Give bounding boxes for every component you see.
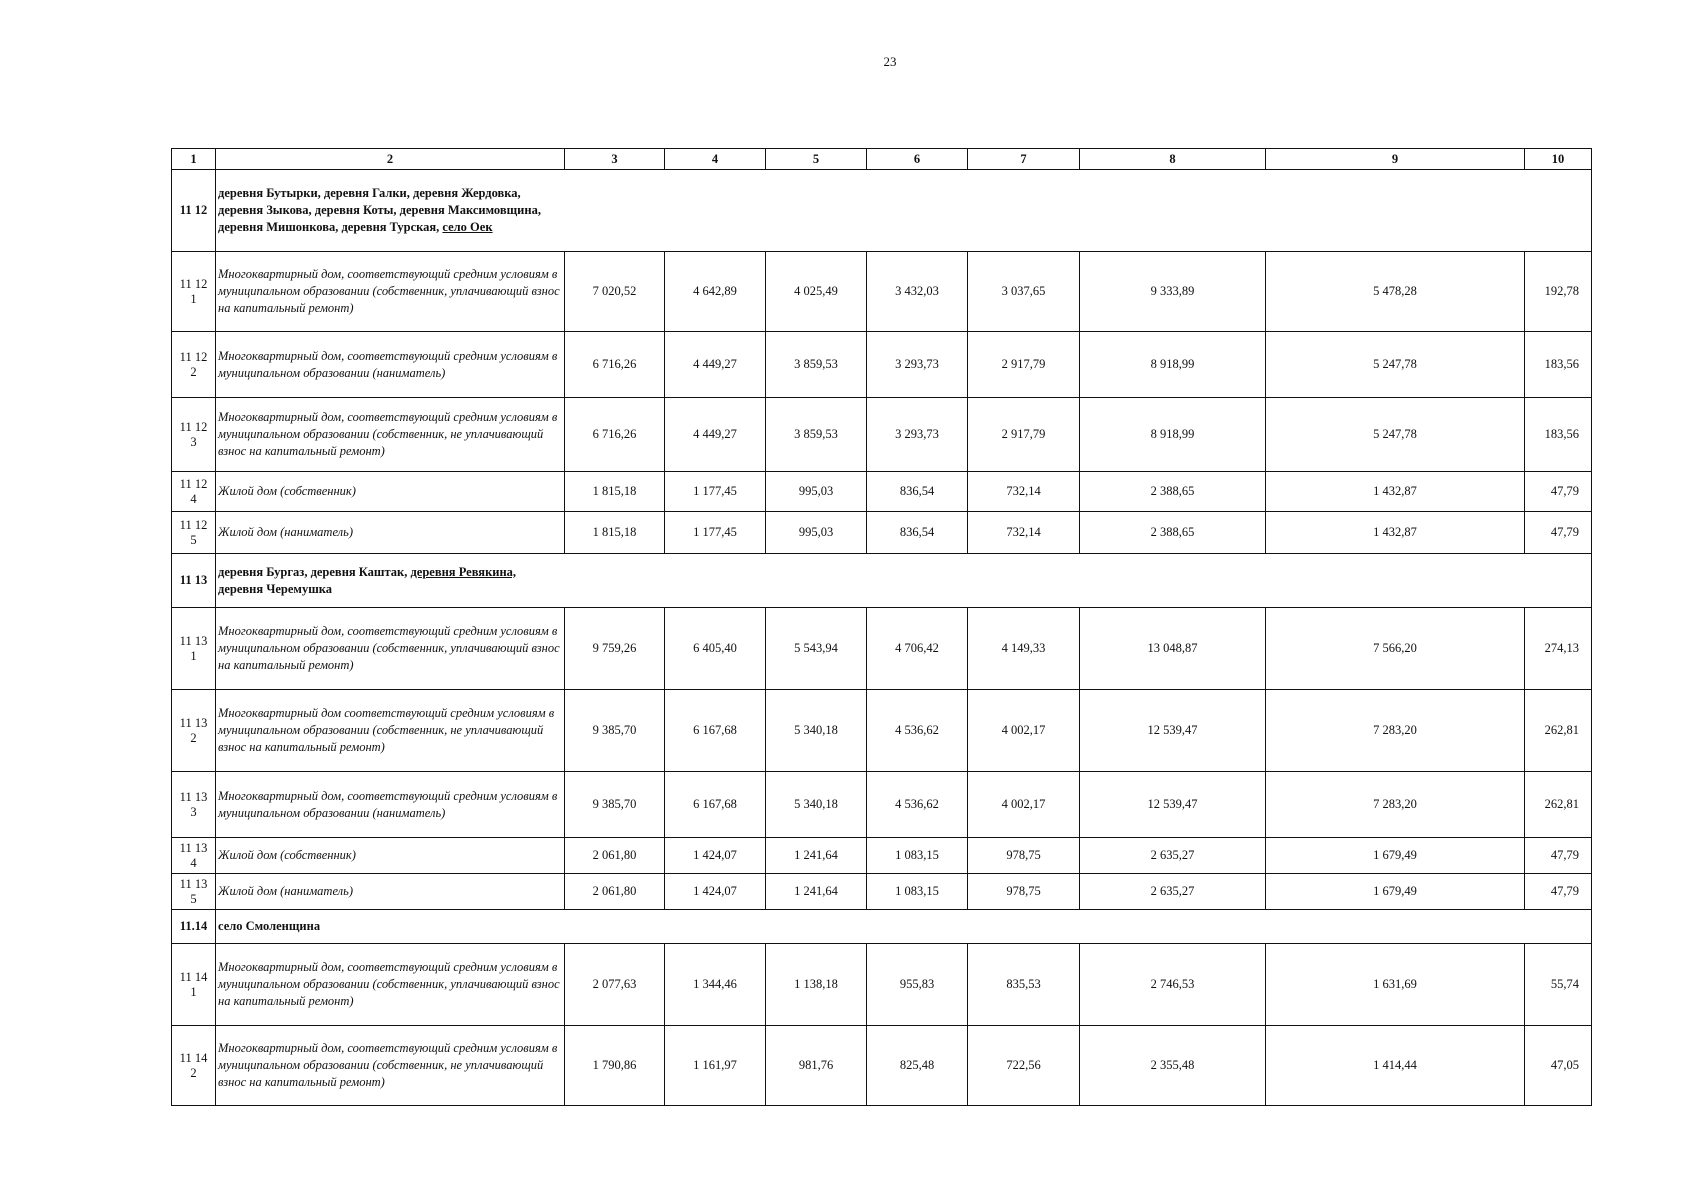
row-number: 11 12 4 [172, 472, 216, 512]
value-cell-col-4: 6 167,68 [665, 772, 766, 838]
value-cell-col-6: 4 536,62 [867, 690, 968, 772]
column-header: 8 [1080, 149, 1266, 170]
value-cell-col-7: 835,53 [968, 944, 1080, 1026]
value-cell-col-4: 1 177,45 [665, 472, 766, 512]
settlement-group-title-text [218, 185, 548, 236]
value-cell-col-3: 9 385,70 [565, 772, 665, 838]
value-cell-col-9: 1 432,87 [1266, 472, 1525, 512]
value-cell-col-6: 3 293,73 [867, 398, 968, 472]
value-cell-col-6: 955,83 [867, 944, 968, 1026]
value-cell-col-4: 1 424,07 [665, 874, 766, 910]
value-cell-col-9: 1 631,69 [1266, 944, 1525, 1026]
row-number: 11 14 2 [172, 1026, 216, 1106]
housing-type-description: Многоквартирный дом, соответствующий средним условиям в муниципальном образовании (собственник, не уплачивающий взнос на капитальный ремонт) [216, 398, 565, 472]
value-cell-col-10: 262,81 [1525, 690, 1592, 772]
value-cell-col-7: 978,75 [968, 874, 1080, 910]
value-cell-col-3: 1 790,86 [565, 1026, 665, 1106]
value-cell-col-9: 1 414,44 [1266, 1026, 1525, 1106]
value-cell-col-4: 1 344,46 [665, 944, 766, 1026]
value-cell-col-6: 4 706,42 [867, 608, 968, 690]
value-cell-col-7: 4 149,33 [968, 608, 1080, 690]
group-row [172, 170, 1592, 252]
value-cell-col-8: 2 388,65 [1080, 512, 1266, 554]
table-row [172, 512, 1592, 554]
row-number: 11 12 5 [172, 512, 216, 554]
column-header: 6 [867, 149, 968, 170]
table-row [172, 398, 1592, 472]
settlement-names: деревня Бутырки, деревня Галки, деревня Жердовка, деревня Зыкова, деревня Коты, деревня Максимовщина, деревня Мишонкова, деревня Турская, [218, 186, 541, 234]
table-body [172, 170, 1592, 1106]
row-number: 11 12 2 [172, 332, 216, 398]
value-cell-col-4: 1 177,45 [665, 512, 766, 554]
value-cell-col-6: 3 432,03 [867, 252, 968, 332]
value-cell-col-5: 1 241,64 [766, 874, 867, 910]
value-cell-col-5: 3 859,53 [766, 398, 867, 472]
value-cell-col-6: 3 293,73 [867, 332, 968, 398]
housing-type-description: Многоквартирный дом, соответствующий средним условиям в муниципальном образовании (собственник, уплачивающий взнос на капитальный ремонт) [216, 944, 565, 1026]
value-cell-col-3: 9 385,70 [565, 690, 665, 772]
housing-type-description: Жилой дом (собственник) [216, 472, 565, 512]
value-cell-col-6: 836,54 [867, 512, 968, 554]
value-cell-col-3: 1 815,18 [565, 472, 665, 512]
value-cell-col-7: 2 917,79 [968, 398, 1080, 472]
housing-type-description: Многоквартирный дом, соответствующий средним условиям в муниципальном образовании (собственник, не уплачивающий взнос на капитальный ремонт) [216, 1026, 565, 1106]
settlement-group-title [216, 554, 1592, 608]
housing-type-description: Многоквартирный дом, соответствующий средним условиям в муниципальном образовании (наниматель) [216, 772, 565, 838]
housing-type-description: Многоквартирный дом, соответствующий средним условиям в муниципальном образовании (собственник, уплачивающий взнос на капитальный ремонт) [216, 608, 565, 690]
column-header: 1 [172, 149, 216, 170]
value-cell-col-5: 981,76 [766, 1026, 867, 1106]
value-cell-col-9: 1 432,87 [1266, 512, 1525, 554]
value-cell-col-7: 4 002,17 [968, 690, 1080, 772]
column-header: 7 [968, 149, 1080, 170]
value-cell-col-5: 995,03 [766, 472, 867, 512]
row-number: 11 13 1 [172, 608, 216, 690]
value-cell-col-9: 5 247,78 [1266, 332, 1525, 398]
value-cell-col-7: 4 002,17 [968, 772, 1080, 838]
value-cell-col-9: 5 478,28 [1266, 252, 1525, 332]
value-cell-col-5: 3 859,53 [766, 332, 867, 398]
tariff-table [171, 148, 1592, 1106]
value-cell-col-9: 1 679,49 [1266, 874, 1525, 910]
value-cell-col-8: 2 635,27 [1080, 838, 1266, 874]
value-cell-col-5: 4 025,49 [766, 252, 867, 332]
value-cell-col-5: 5 340,18 [766, 690, 867, 772]
settlement-name-underlined: деревня Ревякина, [410, 564, 517, 579]
value-cell-col-6: 1 083,15 [867, 838, 968, 874]
value-cell-col-4: 6 167,68 [665, 690, 766, 772]
value-cell-col-10: 183,56 [1525, 398, 1592, 472]
settlement-group-title [216, 910, 1592, 944]
settlement-names-tail: деревня Черемушка [218, 581, 333, 596]
column-header: 5 [766, 149, 867, 170]
value-cell-col-9: 7 566,20 [1266, 608, 1525, 690]
value-cell-col-6: 1 083,15 [867, 874, 968, 910]
housing-type-description: Многоквартирный дом соответствующий средним условиям в муниципальном образовании (собственник, не уплачивающий взнос на капитальный ремонт) [216, 690, 565, 772]
value-cell-col-3: 6 716,26 [565, 398, 665, 472]
housing-type-description: Многоквартирный дом, соответствующий средним условиям в муниципальном образовании (собственник, уплачивающий взнос на капитальный ремонт) [216, 252, 565, 332]
housing-type-description: Многоквартирный дом, соответствующий средним условиям в муниципальном образовании (наниматель) [216, 332, 565, 398]
settlement-group-title [216, 170, 1592, 252]
group-row [172, 910, 1592, 944]
header-row [172, 149, 1592, 170]
value-cell-col-10: 47,05 [1525, 1026, 1592, 1106]
table-row [172, 772, 1592, 838]
value-cell-col-5: 5 340,18 [766, 772, 867, 838]
value-cell-col-10: 47,79 [1525, 838, 1592, 874]
settlement-name-underlined: село Оек [442, 220, 493, 234]
value-cell-col-3: 9 759,26 [565, 608, 665, 690]
value-cell-col-8: 12 539,47 [1080, 772, 1266, 838]
row-number: 11 12 1 [172, 252, 216, 332]
value-cell-col-3: 2 077,63 [565, 944, 665, 1026]
value-cell-col-7: 978,75 [968, 838, 1080, 874]
row-number: 11 12 [172, 170, 216, 252]
value-cell-col-10: 47,79 [1525, 472, 1592, 512]
table-row [172, 944, 1592, 1026]
value-cell-col-8: 2 388,65 [1080, 472, 1266, 512]
table-row [172, 252, 1592, 332]
value-cell-col-10: 55,74 [1525, 944, 1592, 1026]
value-cell-col-5: 5 543,94 [766, 608, 867, 690]
tariff-table-container [171, 148, 1591, 1106]
page-number: 23 [883, 54, 897, 69]
settlement-group-title-text [218, 564, 548, 598]
table-row [172, 1026, 1592, 1106]
housing-type-description: Жилой дом (собственник) [216, 838, 565, 874]
value-cell-col-6: 836,54 [867, 472, 968, 512]
value-cell-col-6: 825,48 [867, 1026, 968, 1106]
table-row [172, 332, 1592, 398]
value-cell-col-4: 6 405,40 [665, 608, 766, 690]
value-cell-col-10: 47,79 [1525, 512, 1592, 554]
table-row [172, 874, 1592, 910]
value-cell-col-9: 1 679,49 [1266, 838, 1525, 874]
value-cell-col-6: 4 536,62 [867, 772, 968, 838]
column-header: 9 [1266, 149, 1525, 170]
value-cell-col-8: 12 539,47 [1080, 690, 1266, 772]
value-cell-col-10: 192,78 [1525, 252, 1592, 332]
row-number: 11 12 3 [172, 398, 216, 472]
value-cell-col-8: 9 333,89 [1080, 252, 1266, 332]
housing-type-description: Жилой дом (наниматель) [216, 512, 565, 554]
column-header: 2 [216, 149, 565, 170]
value-cell-col-3: 1 815,18 [565, 512, 665, 554]
group-row [172, 554, 1592, 608]
value-cell-col-4: 4 642,89 [665, 252, 766, 332]
value-cell-col-8: 2 746,53 [1080, 944, 1266, 1026]
value-cell-col-8: 8 918,99 [1080, 332, 1266, 398]
value-cell-col-8: 13 048,87 [1080, 608, 1266, 690]
table-row [172, 690, 1592, 772]
value-cell-col-10: 183,56 [1525, 332, 1592, 398]
value-cell-col-4: 1 161,97 [665, 1026, 766, 1106]
value-cell-col-9: 7 283,20 [1266, 690, 1525, 772]
table-row [172, 472, 1592, 512]
value-cell-col-8: 8 918,99 [1080, 398, 1266, 472]
column-header: 3 [565, 149, 665, 170]
value-cell-col-7: 722,56 [968, 1026, 1080, 1106]
value-cell-col-4: 4 449,27 [665, 398, 766, 472]
row-number: 11 13 5 [172, 874, 216, 910]
row-number: 11 13 2 [172, 690, 216, 772]
row-number: 11 13 3 [172, 772, 216, 838]
value-cell-col-9: 5 247,78 [1266, 398, 1525, 472]
row-number: 11 14 1 [172, 944, 216, 1026]
value-cell-col-10: 47,79 [1525, 874, 1592, 910]
value-cell-col-10: 274,13 [1525, 608, 1592, 690]
value-cell-col-5: 1 241,64 [766, 838, 867, 874]
value-cell-col-3: 2 061,80 [565, 838, 665, 874]
value-cell-col-3: 7 020,52 [565, 252, 665, 332]
housing-type-description: Жилой дом (наниматель) [216, 874, 565, 910]
settlement-names: деревня Бургаз, деревня Каштак, [218, 564, 411, 579]
value-cell-col-7: 3 037,65 [968, 252, 1080, 332]
value-cell-col-5: 995,03 [766, 512, 867, 554]
column-header: 10 [1525, 149, 1592, 170]
value-cell-col-3: 2 061,80 [565, 874, 665, 910]
value-cell-col-8: 2 355,48 [1080, 1026, 1266, 1106]
value-cell-col-8: 2 635,27 [1080, 874, 1266, 910]
value-cell-col-7: 732,14 [968, 472, 1080, 512]
row-number: 11 13 4 [172, 838, 216, 874]
value-cell-col-7: 2 917,79 [968, 332, 1080, 398]
column-header: 4 [665, 149, 766, 170]
row-number: 11.14 [172, 910, 216, 944]
settlement-names: село Смоленщина [218, 919, 321, 933]
value-cell-col-4: 4 449,27 [665, 332, 766, 398]
value-cell-col-4: 1 424,07 [665, 838, 766, 874]
table-row [172, 838, 1592, 874]
value-cell-col-7: 732,14 [968, 512, 1080, 554]
value-cell-col-5: 1 138,18 [766, 944, 867, 1026]
row-number: 11 13 [172, 554, 216, 608]
value-cell-col-9: 7 283,20 [1266, 772, 1525, 838]
value-cell-col-3: 6 716,26 [565, 332, 665, 398]
table-row [172, 608, 1592, 690]
settlement-group-title-text [218, 918, 548, 935]
value-cell-col-10: 262,81 [1525, 772, 1592, 838]
